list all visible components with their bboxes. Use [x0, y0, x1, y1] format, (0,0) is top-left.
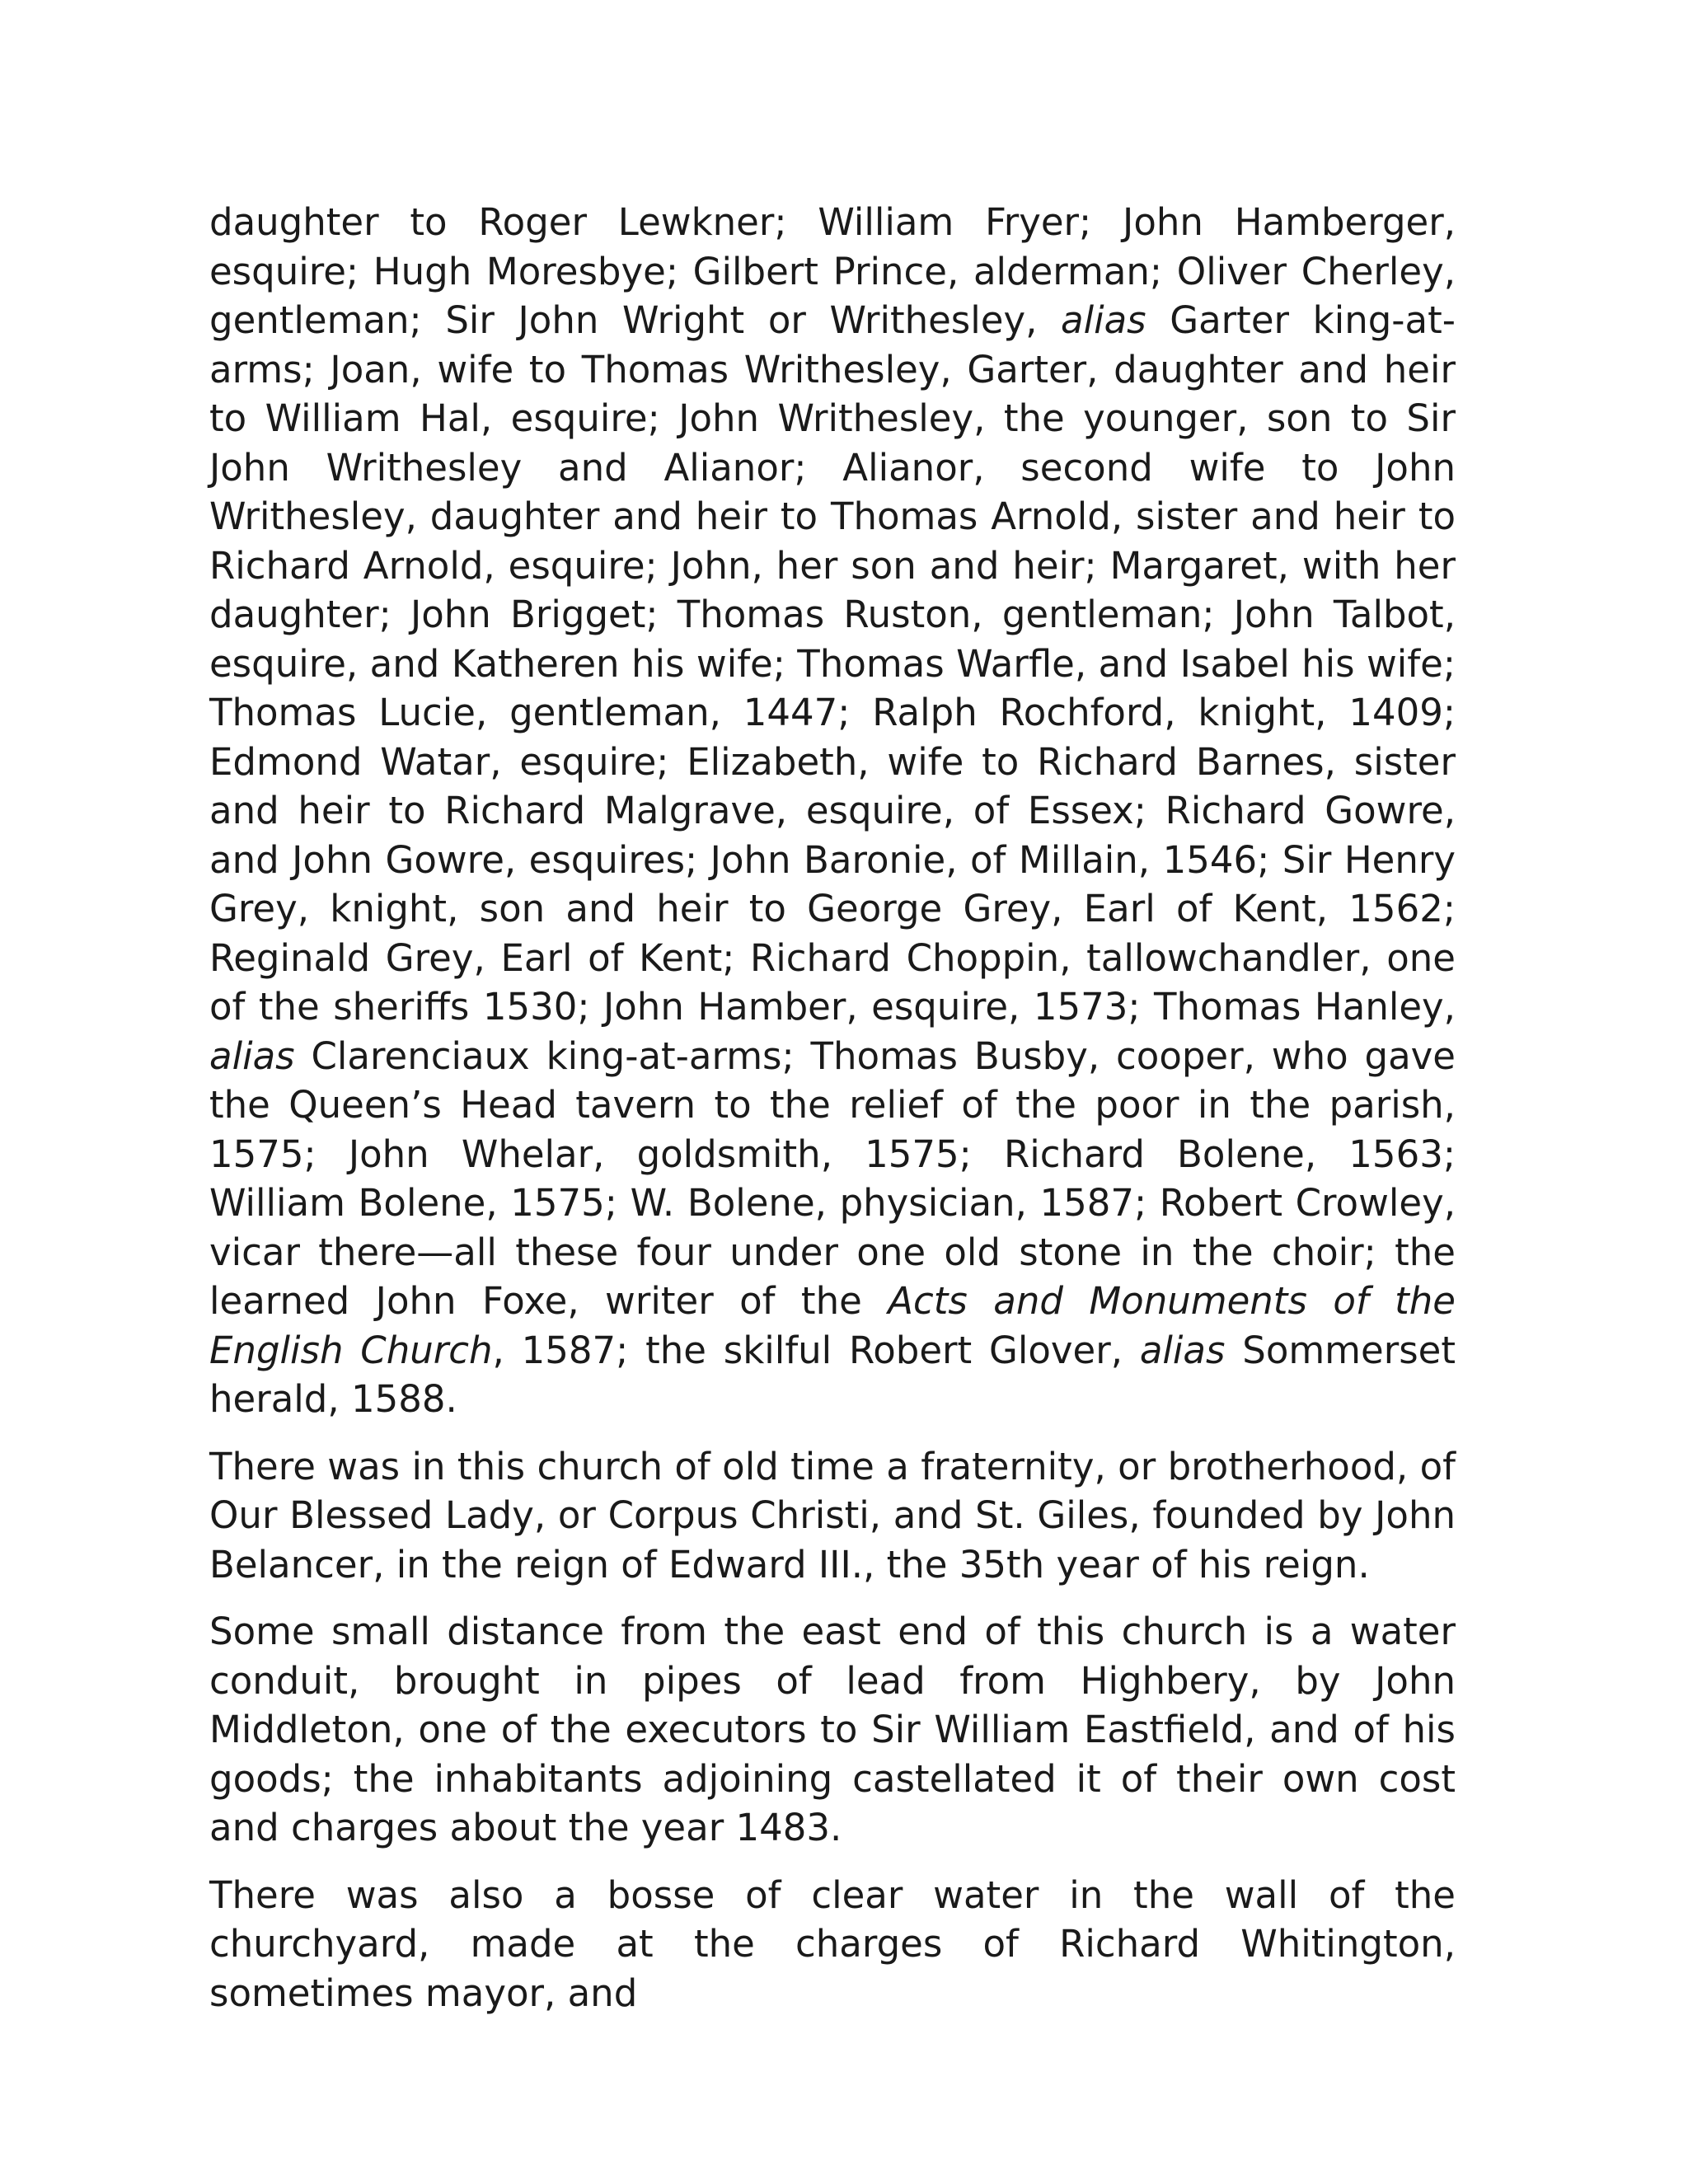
- text-run: daughter to Roger Lewkner; William Fryer; John Hamberger, esquire; Hugh Moresbye; Gilbert Prince, alderman; Oliver Cherley, gentleman; Sir John Wright or Writhesley,: [209, 200, 1456, 342]
- paragraph-bosse: [209, 1871, 1456, 2018]
- text-run: Some small distance from the east end of this church is a water conduit, brought in pipes of lead from Highbery, by John Middleton, one of the executors to Sir William Eastfield, and of his goods; the inhabitants adjoining castellated it of their own cost and charges about the year 1483.: [209, 1610, 1456, 1849]
- paragraph-fraternity: [209, 1442, 1456, 1590]
- italic-run: alias: [1139, 1328, 1226, 1372]
- text-run: Garter king-at-arms; Joan, wife to Thomas Writhesley, Garter, daughter and heir to William Hal, esquire; John Writhesley, the younger, son to Sir John Writhesley and Alianor; Alianor, second wife to John Writhesley, daughter and heir to Thomas Arnold, sister and heir to Richard Arnold, esquire; John, her son and heir; Margaret, with her daughter; John Brigget; Thomas Ruston, gentleman; John Talbot, esquire, and Katheren his wife; Thomas Warfle, and Isabel his wife; Thomas Lucie, gentleman, 1447; Ralph Rochford, knight, 1409; Edmond Watar, esquire; Elizabeth, wife to Richard Barnes, sister and heir to Richard Malgrave, esquire, of Essex; Richard Gowre, and John Gowre, esquires; John Baronie, of Millain, 1546; Sir Henry Grey, knight, son and heir to George Grey, Earl of Kent, 1562; Reginald Grey, Earl of Kent; Richard Choppin, tallowchandler, one of the sheriffs 1530; John Hamber, esquire, 1573; Thomas Hanley,: [209, 298, 1456, 1029]
- document-page: [209, 198, 1456, 2036]
- text-run: Sommerset herald, 1588.: [209, 1328, 1456, 1421]
- text-run: , 1587; the skilful Robert Glover,: [492, 1328, 1140, 1372]
- paragraph-water-conduit: [209, 1607, 1456, 1853]
- text-run: Clarenciaux king-at-arms; Thomas Busby, cooper, who gave the Queen’s Head tavern to the relief of the poor in the parish, 1575; John Whelar, goldsmith, 1575; Richard Bolene, 1563; William Bolene, 1575; W. Bolene, physician, 1587; Robert Crowley, vicar there—all these four under one old stone in the choir; the learned John Foxe, writer of the: [209, 1033, 1456, 1323]
- text-run: There was also a bosse of clear water in the wall of the churchyard, made at the charges of Richard Whitington, sometimes mayor, and: [209, 1872, 1456, 2015]
- italic-run: Acts and Monuments of the English Church: [209, 1279, 1456, 1372]
- italic-run: alias: [1061, 298, 1146, 342]
- paragraph-monuments: [209, 198, 1456, 1424]
- text-run: There was in this church of old time a fraternity, or brotherhood, of Our Blessed Lady, or Corpus Christi, and St. Giles, founded by John Belancer, in the reign of Edward III., the 35th year of his reign.: [209, 1444, 1456, 1586]
- italic-run: alias: [209, 1033, 295, 1078]
